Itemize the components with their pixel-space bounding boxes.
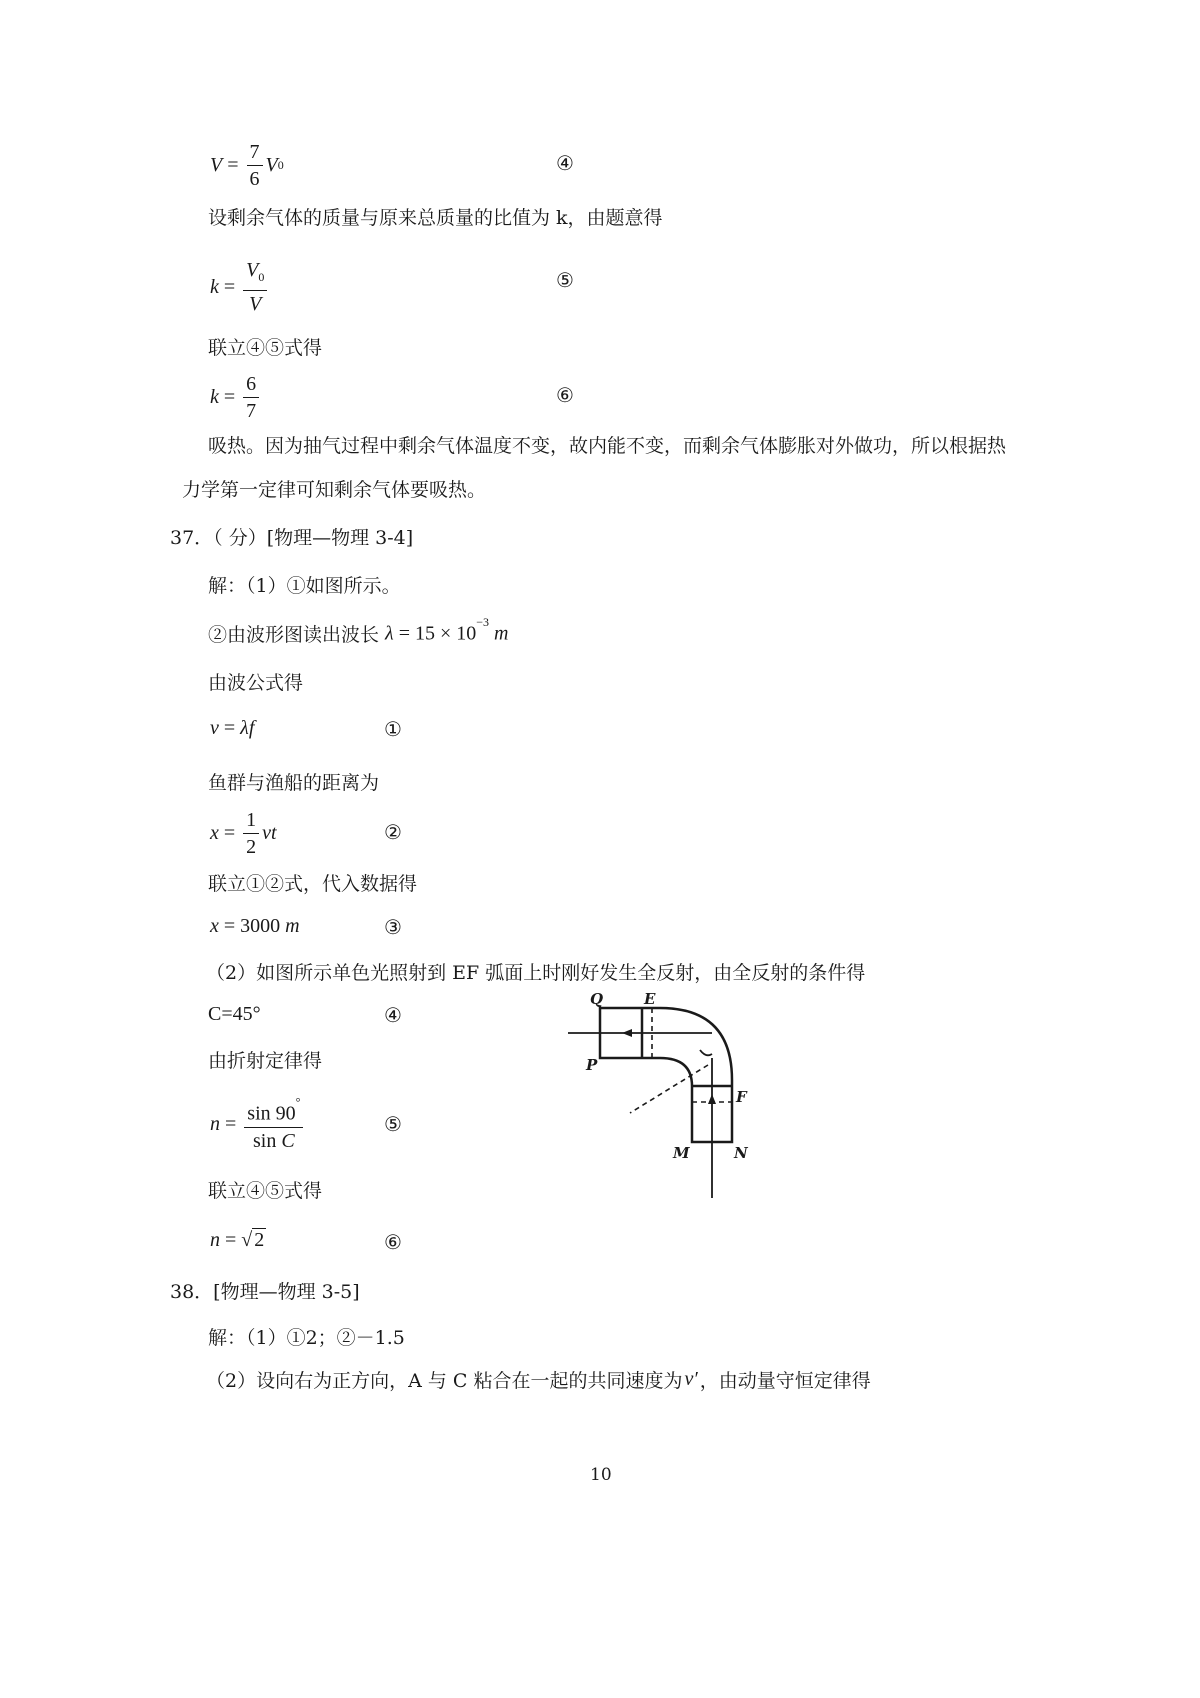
q37-solution-part1: 解：（1）①如图所示。 [208, 575, 401, 597]
equation-tag-5: ⑤ [556, 268, 574, 292]
q37-combine-12: 联立①②式，代入数据得 [208, 873, 418, 895]
q38-part2-tail: ，由动量守恒定律得 [699, 1370, 871, 1392]
equation-k-6-7: k = $\frac{6}{7}$ [210, 372, 262, 423]
label-e: E [644, 990, 656, 1008]
equation-x-half-vt: x = $\frac{1}{2}$ vt [210, 809, 277, 858]
text-mass-ratio: 设剩余气体的质量与原来总质量的比值为 k，由题意得 [208, 207, 663, 229]
q37-combine-45: 联立④⑤式得 [208, 1180, 323, 1202]
q37-refraction-text: 由折射定律得 [208, 1050, 323, 1072]
equation-n-sqrt2: n = √ 2 [210, 1229, 265, 1251]
q37-wavelength-line [208, 615, 509, 647]
label-p: P [586, 1056, 598, 1074]
q37-equation-tag-2: ② [384, 820, 402, 844]
equation-v-7-6-v0: V = $\frac{7}{6}$ V 0 [210, 141, 284, 190]
q37-equation-tag-6: ⑥ [384, 1230, 402, 1254]
label-f: F [736, 1088, 747, 1106]
q38-heading: 38．[物理—物理 3-5] [170, 1281, 360, 1303]
label-m: M [673, 1144, 690, 1162]
label-n: N [734, 1144, 748, 1162]
ray-arrow-left [622, 1029, 632, 1037]
q37-equation-tag-4: ④ [384, 1003, 402, 1027]
light-pipe-diagram [560, 990, 780, 1210]
symbol-v-prime: v′ [684, 1368, 698, 1390]
q38-part2-line [206, 1366, 871, 1393]
equation-tag-4: ④ [556, 151, 574, 175]
q37-wave-formula-text: 由波公式得 [208, 672, 304, 694]
page-number: 10 [590, 1465, 612, 1485]
equation-v-lambda-f: v = λf [210, 717, 255, 739]
text-combine-45: 联立④⑤式得 [208, 337, 323, 359]
equation-tag-6: ⑥ [556, 383, 574, 407]
equation-wavelength: $\lambda = 15 \times 10^{-3}$ m [385, 615, 509, 645]
q37-heading: 37．（ 分）[物理—物理 3-4] [170, 527, 414, 549]
equation-x-3000m: x = 3000 m [210, 915, 300, 937]
equation-n-sin90-sinC: n = $\frac{\sin 90^\circ}{\text{sin C}}$ [210, 1096, 306, 1153]
equation-k-v0-over-v: k = $\frac{V_0}{V}$ [210, 258, 270, 316]
q37-critical-angle: C=45° [208, 1003, 261, 1025]
ray-arrow-up [708, 1094, 716, 1104]
label-q: Q [590, 990, 604, 1008]
pipe-dashed-lines [630, 1008, 732, 1113]
q38-part2-text: （2）设向右为正方向，A 与 C 粘合在一起的共同速度为 [206, 1370, 683, 1392]
q37-equation-tag-1: ① [384, 717, 402, 741]
q37-wavelength-text: ②由波形图读出波长 [208, 624, 380, 646]
q37-distance-text: 鱼群与渔船的距离为 [208, 772, 380, 794]
text-heat-paragraph: 吸热。因为抽气过程中剩余气体温度不变，故内能不变，而剩余气体膨胀对外做功，所以根据热力学第一定律可知剩余气体要吸热。 [182, 435, 1007, 501]
q38-solution-part1: 解：（1）①2；②－1.5 [208, 1327, 405, 1349]
q37-equation-tag-5: ⑤ [384, 1112, 402, 1136]
q37-equation-tag-3: ③ [384, 915, 402, 939]
q37-part2-text: （2）如图所示单色光照射到 EF 弧面上时刚好发生全反射，由全反射的条件得 [206, 962, 866, 984]
